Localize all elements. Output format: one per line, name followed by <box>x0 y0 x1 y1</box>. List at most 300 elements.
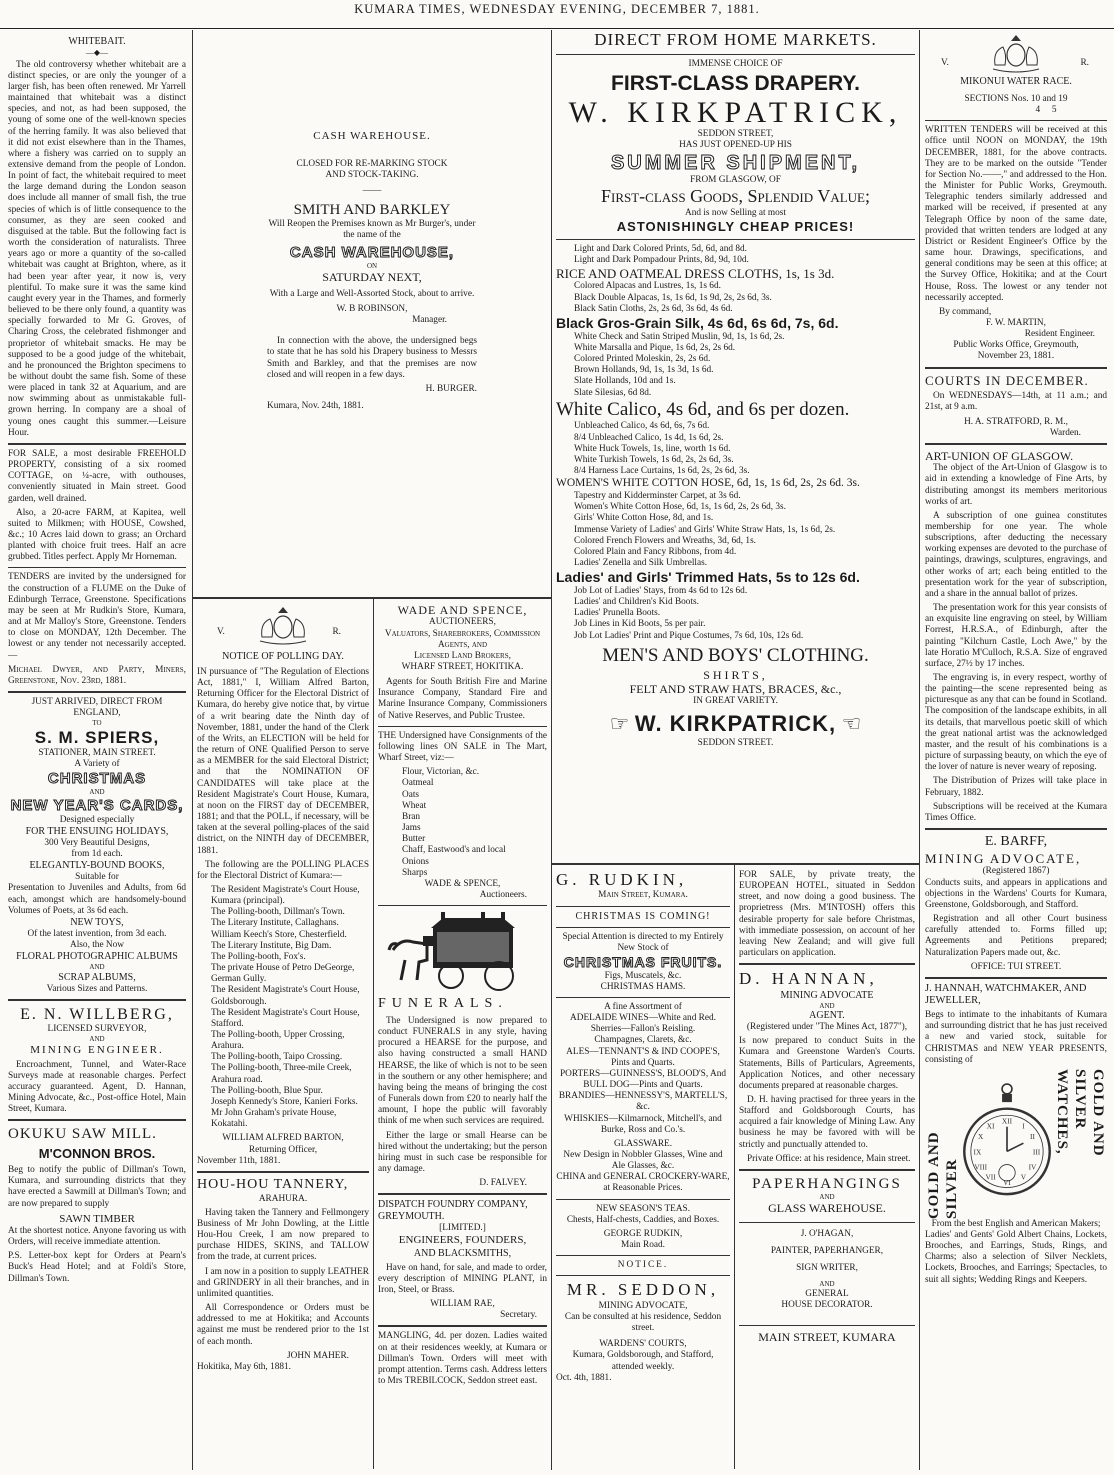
wade-cons: THE Undersigned have Consignments of the following lines ON SALE in The Mart, Wharf Street, viz:— <box>378 730 547 764</box>
consignment-item: Wheat <box>402 800 427 811</box>
polling-place-item: The Resident Magistrate's Court House, Goldsborough. <box>211 985 360 1007</box>
spiers-from1d: from 1d each. <box>71 849 123 860</box>
rudkin-champ: Champagnes, Clarets, &c. <box>594 1035 692 1046</box>
seddon-role: MINING ADVOCATE, <box>598 1300 688 1311</box>
svg-text:IX: IX <box>973 1147 982 1157</box>
ohagan-addr: MAIN STREET, KUMARA <box>758 1329 896 1344</box>
drapery-ad <box>556 30 915 860</box>
seddon-courts: WARDENS' COURTS, <box>599 1339 687 1350</box>
barff-office: OFFICE: TUI STREET. <box>970 961 1062 972</box>
column-rule <box>373 599 374 1469</box>
seddon-name: MR. SEDDON, <box>566 1280 720 1300</box>
spiers-suitable: Suitable for <box>75 872 119 883</box>
courts-role: Warden. <box>1050 427 1081 438</box>
ohagan-and: AND <box>819 1192 835 1201</box>
hannan-office: Private Office: at his residence, Main street. <box>747 1153 911 1164</box>
barff-body: Conducts suits, and appears in applications and objections in the Wardens' Courts for Kumara, Greenstone, Goldsborough, and Stafford. <box>925 877 1107 910</box>
drapery-item: Black Satin Cloths, 2s, 2s 6d, 3s 6d, 4s 6d. <box>574 303 733 314</box>
pointing-hand-icon: ☜ <box>841 711 862 737</box>
seddon-body: Can be consulted at his residence, Seddon street. <box>564 1311 722 1334</box>
funerals-body: The Undersigned is now prepared to conduct FUNERALS in any style, having procured a HEARSE for the purpose, and also having constructed a small HAND HEARSE, the like of which is not to be seen in the southern or any other hemisphere; and having being the means of bringing the cost of Funerals down from £20 to nearly half the amount, I hope the public will favorably think of me when such services are required. <box>378 1015 547 1127</box>
tannery-date: Hokitika, May 6th, 1881. <box>197 1361 291 1372</box>
barff-role: MINING ADVOCATE, <box>925 850 1082 866</box>
rudkin-figs: Figs, Muscatels, &c. <box>604 970 682 981</box>
ornament: —◆— <box>85 48 109 57</box>
mikonui-v: V. <box>941 58 949 68</box>
barff-body2: Registration and all other Court business carefully attended to. Forms filled up; Agreements and Petitions prepared; Naturalization Papers made out, &c. <box>925 914 1107 958</box>
cash-stock: With a Large and Well-Assorted Stock, about to arrive. <box>269 288 475 299</box>
mikonui-frac2: 5 <box>1051 105 1057 116</box>
cash-closed2: AND STOCK-TAKING. <box>325 170 419 181</box>
okuku-firm: M'CONNON BROS. <box>38 1146 156 1162</box>
polling-place-item: The Resident Magistrate's Court House, Kumara (principal). <box>211 884 360 907</box>
watch-name: J. HANNAH, WATCHMAKER, AND JEWELLER, <box>925 982 1087 1007</box>
rudkin-sherries: Sherries—Fallon's Reisling. <box>590 1024 696 1035</box>
drapery-cheap: ASTONISHINGLY CHEAP PRICES! <box>616 218 855 234</box>
polling-ad <box>197 605 369 1167</box>
mikonui-frac1: 4 <box>1035 105 1041 116</box>
tannery-ad <box>197 1177 369 1373</box>
drapery-item: Job Lot Ladies' Print and Pique Costumes, 7s 6d, 10s, 12s 6d. <box>574 630 804 641</box>
cash-name: CASH WAREHOUSE, <box>289 243 455 261</box>
wade-role: AUCTIONEERS, <box>429 617 496 628</box>
consignment-item: Oatmeal <box>402 778 434 789</box>
svg-text:X: X <box>978 1131 984 1141</box>
tannery-title: HOU-HOU TANNERY, <box>197 1176 349 1192</box>
drapery-item: Light and Dark Colored Prints, 5d, 6d, and 8d. <box>574 243 748 254</box>
rudkin-chests: Chests, Half-chests, Caddies, and Boxes. <box>566 1214 720 1225</box>
forsale-hotel-body: FOR SALE, by private treaty, the EUROPEAN HOTEL, situated in Seddon street, and now doing a good business. The proprietress (Mrs. M'INTOSH) offers this desirable property for sale before Christmas, with immediate possession, on account of her leaving New Zealand; and will give full particulars on application. <box>739 870 915 959</box>
drapery-item: Brown Hollands, 9d, 1s, 1s 3d, 1s 6d. <box>574 365 714 376</box>
funerals-sign: D. FALVEY. <box>479 1178 527 1189</box>
cash-firm: SMITH AND BARKLEY <box>293 201 451 218</box>
spiers-hol: FOR THE ENSUING HOLIDAYS, <box>25 825 169 837</box>
drapery-item: Unbleached Calico, 4s 6d, 6s, 7s 6d. <box>574 421 710 432</box>
mikonui-sign: F. W. MARTIN, <box>986 317 1046 328</box>
tannery-body2: I am now in a position to supply LEATHER and GRINDERY in all their branches, and in unlimited quantities. <box>197 1266 369 1299</box>
cash-mgr: Manager. <box>412 315 447 326</box>
ohagan-title: PAPERHANGINGS <box>752 1175 902 1192</box>
wade-role4: Auctioneers. <box>479 889 527 900</box>
polling-place-item: Joseph Kennedy's Store, Kanieri Forks. <box>211 1096 358 1107</box>
wade-title: WADE AND SPENCE, <box>397 603 528 617</box>
funerals-title: FUNERALS. <box>378 996 508 1012</box>
drapery-name: W. KIRKPATRICK, <box>568 95 903 129</box>
rudkin-addr: Main Street, Kumara. <box>598 890 688 901</box>
rudkin-name: G. RUDKIN, <box>556 870 688 889</box>
polling-place-item: The Polling-booth, Blue Spur. <box>211 1085 323 1096</box>
drapery-hats: Ladies' and Girls' Trimmed Hats, 5s to 12s 6d. <box>556 569 860 586</box>
hannan-body2: D. H. having practised for three years in the Stafford and Goldsborough Courts, has acquired a fair knowledge of Mining Law. Any business he may be favored with will be strictly and punctually attended to. <box>739 1094 915 1150</box>
divider <box>192 597 551 599</box>
mikonui-title: MIKONUI WATER RACE. <box>960 76 1072 87</box>
consignment-item: Sharps <box>402 867 428 878</box>
drapery-item: Job Lines in Kid Boots, 5s per pair. <box>574 619 706 630</box>
willberg-role2: MINING ENGINEER. <box>30 1043 164 1056</box>
wade-addr: WHARF STREET, HOKITIKA. <box>401 662 524 673</box>
spiers-ad <box>8 697 186 995</box>
drapery-item: Colored Plain and Fancy Ribbons, from 4d. <box>574 546 737 557</box>
polling-place-item: The Literary Institute, Big Dam. <box>211 940 332 951</box>
drapery-item: White Check and Satin Striped Muslin, 9d, 1s, 1s 6d, 2s. <box>574 331 785 342</box>
cash-sat: SATURDAY NEXT, <box>322 270 422 285</box>
drapery-item: White Huck Towels, 1s, line, worth 1s 6d. <box>574 443 731 454</box>
svg-text:XI: XI <box>986 1121 995 1131</box>
okuku-ad <box>8 1125 186 1284</box>
spiers-to: TO <box>92 719 102 728</box>
rudkin-ales: ALES—TENNANT'S & IND COOPE'S, Pints and Quarts. <box>566 1046 720 1068</box>
drapery-item: Ladies' and Children's Kid Boots. <box>574 597 699 608</box>
spiers-toys: NEW TOYS, <box>70 916 124 928</box>
pocket-watch-icon <box>961 1069 1053 1219</box>
tenders-flume-body: TENDERS are invited by the undersigned for the construction of a FLUME on the Duke of Edinburgh Terrace, Greenstone. Specifications may be seen at Mr Rudkin's Store, Kumara, and at Mr Malloy's Store, Greenstone. Tenders to close on MONDAY, 12th December. The lowest or any tender not necessarily accepted.— <box>8 572 186 661</box>
rudkin-brandies: BRANDIES—HENNESSY'S, MARTELL'S, &c. <box>558 1091 728 1113</box>
ohagan-name: J. O'HAGAN, <box>800 1228 854 1239</box>
drapery-men: MEN'S AND BOYS' CLOTHING. <box>602 644 869 666</box>
seddon-courts2: Kumara, Goldsborough, and Stafford, attended weekly. <box>572 1350 714 1372</box>
cash-date: Kumara, Nov. 24th, 1881. <box>267 401 364 411</box>
pointing-hand-icon: ☞ <box>609 711 630 737</box>
barff-name: E. BARFF, <box>984 834 1048 850</box>
drapery-summer: SUMMER SHIPMENT, <box>610 152 861 175</box>
calico-list <box>556 421 915 477</box>
courts-ad <box>925 373 1107 439</box>
rice-list <box>556 281 915 314</box>
polling-date: November 11th, 1881. <box>197 1155 281 1166</box>
dispatch-eng: ENGINEERS, FOUNDERS, <box>398 1234 527 1247</box>
drapery-opened: HAS JUST OPENED-UP HIS <box>679 139 792 150</box>
courts-title: COURTS IN DECEMBER. <box>925 372 1089 388</box>
polling-place-item: The Polling-booth, Taipo Crossing. <box>211 1052 343 1063</box>
mangling-body: MANGLING, 4d. per dozen. Ladies waited on at their residences weekly, at Kumara or Dillman's Town. Orders will meet with prompt attention. Terms cash. Address letters to Mrs TREBILCOCK, Seddon street east. <box>378 1331 547 1387</box>
rudkin-porters: PORTERS—GUINNESS'S, BLOOD'S, And BULL DOG—Pints and Quarts. <box>559 1068 727 1091</box>
mikonui-office: Public Works Office, Greymouth, <box>953 340 1079 351</box>
mikonui-body: WRITTEN TENDERS will be received at this office until NOON on MONDAY, the 19th DECEMBER, 1881, for the above contracts. They are to be marked on the outside "Tender for Section No.——," and addressed to the Hon. the Minister for Public Works, Greymouth. Telegraphic tenders similarly addressed and marked will be received, if presented at any Telegraph Office by noon of the same date, provided that written tenders are lodged at any District or Resident Engineer's Office by the same hour. Drawings, specifications, and general conditions may be seen at this office; at the Survey Office, Hokitika; and at the Court House, Ross. The lowest or any tender not necessarily accepted. <box>925 125 1107 303</box>
whitebait-title: WHITEBAIT. <box>68 36 126 47</box>
drapery-felt: FELT AND STRAW HATS, BRACES, &c., <box>629 681 842 696</box>
willberg-role: LICENSED SURVEYOR, <box>47 1023 147 1034</box>
cash-sign: W. B ROBINSON, <box>336 303 408 314</box>
artunion-p1: The object of the Art-Union of Glasgow is to aid in extending a knowledge of Fine Arts, by distributing amongst its members meritorious works of art. <box>925 463 1107 507</box>
rudkin-fruits: CHRISTMAS FRUITS. <box>563 953 723 970</box>
svg-text:I: I <box>1022 1121 1025 1131</box>
polling-sign: WILLIAM ALFRED BARTON, <box>222 1133 344 1144</box>
spiers-name: S. M. SPIERS, <box>34 727 160 747</box>
spiers-designed: Designed especially <box>59 814 135 825</box>
column-rule <box>551 30 552 1470</box>
okuku-ps: P.S. Letter-box kept for Orders at Pearn's Buck's Head Hotel; and at Foldi's Store, Dillman's Town. <box>8 1251 186 1284</box>
mikonui-role: Resident Engineer. <box>1024 329 1095 340</box>
polling-place-item: The Resident Magistrate's Court House, Stafford. <box>211 1007 360 1029</box>
svg-text:XII: XII <box>1001 1116 1013 1126</box>
dispatch-and: AND BLACKSMITHS, <box>413 1247 512 1259</box>
rudkin-special: Special Attention is directed to my Entirely New Stock of <box>562 931 724 953</box>
coat-of-arms-icon <box>987 32 1045 74</box>
rudkin-teas: NEW SEASON'S TEAS. <box>595 1203 691 1214</box>
drapery-immense: IMMENSE CHOICE OF <box>688 59 783 70</box>
svg-text:V: V <box>1020 1172 1027 1182</box>
seddon-ad <box>556 1260 730 1384</box>
forsale-cottage-body: FOR SALE, a most desirable FREEHOLD PROPERTY, consisting of a six roomed COTTAGE, on ¼-acre, with outhouses, conveniently situated in Main street. Good garden, well drained. <box>8 448 186 504</box>
spiers-and2: AND <box>89 963 105 972</box>
cash-warehouse-ad: CASH WAREHOUSE. CLOSED FOR RE-MARKING STOCK AND STOCK-TAKING. —— SMITH AND BARKLEY Will Reopen the Premises known as Mr Burger's, under the name of the CASH WAREHOUSE, ON SATURDAY NEXT, With a Large and Well-Assorted Stock, about to arrive. W. B ROBINSON, Manager. In connection with the above, the undersigned begs to state that he has sold his Drapery business to Messrs Smith and Barkley, and that the premises are now closed and will reopen in a few days. H. BURGER. Kumara, Nov. 24th, 1881. <box>267 130 477 411</box>
ohagan-general: GENERAL <box>805 1288 849 1299</box>
spiers-albums: FLORAL PHOTOGRAPHIC ALBUMS <box>16 951 178 963</box>
tannery-body3: All Correspondence or Orders must be addressed to me at Hokitika; and Accounts against me must be rendered prior to the 1st of each month. <box>197 1303 369 1347</box>
forsale-farm-body: Also, a 20-acre FARM, at Kapitea, well suited to Milkmen; with HOUSE, Cowshed, &c.; 10 Acres laid down to grass; an Orchard planted with choice fruit trees. Half an acre grubbed. Titles perfect. Apply Mr Horneman. <box>8 507 186 563</box>
drapery-great: IN GREAT VARIETY. <box>693 696 778 707</box>
rudkin-road: Main Road. <box>621 1240 665 1251</box>
courts-sign: H. A. STRATFORD, R. M., <box>964 416 1068 427</box>
dispatch-ad <box>378 1199 547 1321</box>
funerals-ad <box>378 996 547 1189</box>
spiers-books: ELEGANTLY-BOUND BOOKS, <box>29 860 165 872</box>
tannery-sign: JOHN MAHER. <box>287 1350 349 1361</box>
artunion-p6: Subscriptions will be received at the Kumara Times Office. <box>925 801 1107 823</box>
okuku-body2: At the shortest notice. Anyone favoring us with Orders, will receive immediate attention. <box>8 1225 186 1248</box>
artunion-p3: The presentation work for this year consists of an exquisite line engraving on steel, by William Forrest, H.R.S.A., of Edinburgh, after the painting "Kilchurn Castle, Loch Awe," by the late Horatio M'Culloch, R.S.A. Size of engraved surface, 27½ by 17 inches. <box>925 603 1107 669</box>
spiers-and: AND <box>89 788 105 797</box>
spiers-toys2: Of the latest invention, from 3d each. <box>27 928 167 939</box>
consignment-item: Bran <box>402 811 421 822</box>
watch-from: From the best English and American Makers; <box>931 1218 1101 1229</box>
column-rule <box>192 30 193 1470</box>
mikonui-sections: SECTIONS Nos. 10 and 19 <box>964 94 1068 104</box>
drapery-item: 8/4 Harness Lace Curtains, 1s 6d, 2s, 2s 6d, 3s. <box>574 466 750 477</box>
hose-list <box>556 491 915 569</box>
masthead: KUMARA TIMES, WEDNESDAY EVENING, DECEMBER 7, 1881. <box>0 2 1114 29</box>
okuku-body: Beg to notify the public of Dillman's Town, Kumara, and surrounding districts that they have erected a Sawmill at Dillman's Town; and are now prepared to supply <box>8 1165 186 1209</box>
spiers-pres: Presentation to Juveniles and Adults, from 6d each, amongst which are handsomely-bound Volumes of Poets, at 3s 6d each. <box>8 883 186 916</box>
rudkin-glass2: New Design in Nobbler Glasses, Wine and Ale Glasses, &c. <box>563 1150 723 1172</box>
drapery-item: Slate Hollands, 10d and 1s. <box>574 376 676 387</box>
willberg-and: AND <box>89 1035 105 1044</box>
hannan-ad <box>739 969 915 1165</box>
spiers-variety: A Variety of <box>74 759 120 770</box>
polling-places: The following are the POLLING PLACES for the Electoral District of Kumara:— <box>197 859 369 881</box>
column-2a <box>197 603 369 1469</box>
drapery-item: Job Lot of Ladies' Stays, from 4s 6d to 12s 6d. <box>574 585 748 596</box>
drapery-item: Light and Dark Pompadour Prints, 8d, 9d, 10d. <box>574 254 749 265</box>
polling-title: NOTICE OF POLLING DAY. <box>222 651 344 662</box>
column-rule <box>919 30 920 1470</box>
polling-r: R. <box>332 627 341 637</box>
column-3a <box>556 870 730 1469</box>
hats-list <box>556 586 915 642</box>
polling-list <box>197 885 369 1130</box>
tannery-body: Having taken the Tannery and Fellmongery Business of Mr John Dowling, at the Little Hou-Hou Creek, I am now prepared to purchase HIDES, SKINS, and TALLOW from the trade, at current prices. <box>197 1207 369 1263</box>
rudkin-ad <box>556 870 730 1251</box>
prints-list <box>556 244 915 266</box>
rudkin-whiskies: WHISKIES—Kilmarnock, Mitchell's, and Burke, Ross and Co.'s. <box>564 1113 722 1135</box>
drapery-street2: SEDDON STREET. <box>697 737 774 748</box>
consignment-item: Onions <box>402 856 429 867</box>
okuku-title: OKUKU SAW MILL. <box>8 1126 157 1143</box>
rudkin-coming: CHRISTMAS IS COMING! <box>575 910 711 922</box>
svg-text:VIII: VIII <box>974 1162 988 1172</box>
mikonui-by: By command, <box>939 306 992 317</box>
drapery-street: SEDDON STREET, <box>697 128 774 139</box>
drapery-name2: W. KIRKPATRICK, <box>634 711 837 737</box>
wade-list <box>378 767 547 879</box>
watch-body2: Ladies' and Gents' Gold Albert Chains, Lockets, Brooches, and Earrings, Studs, Rings, and Charms; also a selection of Silver Necklets, Lockets, Brooches, and Earrings; Spectacles, to suit all sights; Wedding Rings and Keepers. <box>925 1229 1107 1285</box>
ohagan-sign: SIGN WRITER, <box>796 1263 858 1273</box>
polling-role: Returning Officer, <box>248 1144 318 1155</box>
rudkin-wines: ADELAIDE WINES—White and Red. <box>570 1013 716 1024</box>
svg-text:IV: IV <box>1028 1162 1037 1172</box>
courts-body: On WEDNESDAYS—14th, at 11 a.m.; and 21st, at 9 a.m. <box>925 391 1107 413</box>
rudkin-glass: GLASSWARE. <box>613 1138 673 1149</box>
ohagan-glass: GLASS WAREHOUSE. <box>768 1201 886 1216</box>
drapery-calico: White Calico, 4s 6d, and 6s per dozen. <box>556 398 850 420</box>
spiers-also: Also, the Now <box>70 940 124 951</box>
drapery-from: FROM GLASGOW, OF <box>690 175 781 186</box>
tannery-loc: ARAHURA. <box>258 1193 308 1204</box>
svg-text:III: III <box>1032 1147 1041 1157</box>
cash-closed: CLOSED FOR RE-MARKING STOCK <box>296 159 448 170</box>
forsale-cottage <box>8 449 186 564</box>
watch-left: GOLD AND SILVER <box>926 1131 960 1219</box>
dispatch-role: Secretary. <box>500 1310 537 1321</box>
artunion-p2: A subscription of one guinea constitutes membership for one year. The whole subscriptions, after deducting the necessary working expenses are devoted to the purchase of paintings, drawings, sculptures, engravings, and other works of art; each being entitled to the presentation work for the year of subscription, and a share in the annual ballot of prizes. <box>925 510 1107 599</box>
rudkin-china: CHINA and GENERAL CROCKERY-WARE, at Reasonable Prices. <box>556 1172 730 1194</box>
svg-text:VI: VI <box>1003 1177 1011 1187</box>
artunion-title: ART-UNION OF GLASGOW. <box>925 448 1074 463</box>
ohagan-and2: AND <box>819 1280 835 1289</box>
barff-reg: (Registered 1867) <box>982 866 1050 877</box>
drapery-item: Ladies' Zenella and Silk Umbrellas. <box>574 557 708 568</box>
wade-role3: Licensed Land Brokers, <box>414 650 511 661</box>
silk-list <box>556 332 915 399</box>
svg-text:VII: VII <box>985 1172 996 1182</box>
column-4 <box>925 30 1107 1470</box>
consignment-item: Oats <box>402 789 420 800</box>
seddon-notice: NOTICE. <box>617 1260 669 1271</box>
cash-conn: In connection with the above, the undersigned begs to state that he has sold his Drapery business to Messrs Smith and Barkley, and that the premises are now closed and will reopen in a few days. <box>267 336 477 380</box>
hannan-name: D. HANNAN, <box>739 969 878 989</box>
drapery-item: Women's White Cotton Hose, 6d, 1s, 1s 6d, 2s, 2s 6d, 3s. <box>574 502 787 513</box>
willberg-ad <box>8 1005 186 1116</box>
funerals-body2: Either the large or small Hearse can be hired without the undertaking; but the person hiring must in such case be responsible for any damage. <box>378 1130 547 1174</box>
polling-v: V. <box>217 627 225 637</box>
rudkin-hams: CHRISTMAS HAMS. <box>600 981 686 992</box>
drapery-item: Colored Alpacas and Lustres, 1s, 1s 6d. <box>574 281 721 292</box>
drapery-item: Tapestry and Kidderminster Carpet, at 3s 6d. <box>574 491 741 502</box>
cash-reopen: Will Reopen the Premises known as Mr Burger's, under the name of the <box>268 218 476 240</box>
drapery-selling: And is now Selling at most <box>685 207 786 218</box>
drapery-item: White Turkish Towels, 1s 6d, 2s, 2s 6d, 3s. <box>574 454 734 465</box>
hannan-agent: AGENT. <box>809 1010 845 1022</box>
tenders-flume-sign: Michael Dwyer, and Party, Miners, Greenstone, Nov. 23rd, 1881. <box>8 664 186 686</box>
spiers-designs: 300 Very Beautiful Designs, <box>44 837 150 848</box>
drapery-goods: First-class Goods, Splendid Value; <box>601 186 870 207</box>
ohagan-ad <box>739 1175 915 1344</box>
willberg-name: E. N. WILLBERG, <box>20 1005 174 1023</box>
watch-right: GOLD AND SILVER WATCHES, <box>1054 1068 1106 1157</box>
drapery-item: Slate Silesias, 6d 8d. <box>574 387 652 398</box>
coat-of-arms-icon <box>254 605 312 645</box>
dispatch-sign: WILLIAM RAE, <box>430 1299 495 1310</box>
svg-text:II: II <box>1030 1131 1035 1141</box>
drapery-item: Black Double Alpacas, 1s, 1s 6d, 1s 9d, 2s, 2s 6d, 3s. <box>574 292 772 303</box>
drapery-item: Ladies' Prunella Boots. <box>574 608 661 619</box>
spiers-addr: STATIONER, MAIN STREET. <box>38 748 156 759</box>
polling-place-item: The Polling-booth, Fox's. <box>211 951 306 962</box>
wade-sign: WADE & SPENCE, <box>424 878 501 889</box>
wade-role2: Valuators, Sharebrokers, Commission Agents, and <box>384 628 541 650</box>
artunion-p5: The Distribution of Prizes will take place in February, 1882. <box>925 776 1107 798</box>
mikonui-r: R. <box>1080 58 1089 68</box>
drapery-shirts: SHIRTS, <box>703 667 768 682</box>
polling-place-item: The Polling-booth, Three-mile Creek, Arahura road. <box>211 1063 352 1085</box>
ohagan-house: HOUSE DECORATOR. <box>781 1299 873 1310</box>
artunion-ad <box>925 449 1107 824</box>
drapery-item: Girls' White Cotton Hose, 8d, and 1s. <box>574 513 714 524</box>
polling-place-item: The Polling-booth, Upper Crossing, Arahura. <box>211 1030 345 1052</box>
consignment-item: Flour, Victorian, &c. <box>402 767 480 778</box>
drapery-first: FIRST-CLASS DRAPERY. <box>611 71 860 95</box>
hearse-icon <box>383 910 543 992</box>
polling-body: IN pursuance of "The Regulation of Elections Act, 1881," I, William Alfred Barton, Returning Officer for the Electoral District of Kumara, do hereby give notice that, by virtue of a writ bearing date the Ninth day of November, 1881, under the hand of the Clerk of the Writs, an ELECTION will be held for the return of ONE Qualified Person to serve as a MEMBER for the said Electoral District; and that the NOMINATION OF CANDIDATES will take place at the Resident Magistrate's Court House, Kumara, at noon on the FIRST day of DECEMBER, 1881; and that the POLL, if necessary, will be taken at the several polling-places of the said district, on the NINTH day of DECEMBER, 1881. <box>197 667 369 856</box>
consignment-item: Jams <box>402 823 421 834</box>
okuku-timber: SAWN TIMBER <box>59 1212 135 1225</box>
spiers-head: JUST ARRIVED, DIRECT FROM ENGLAND, <box>31 697 163 719</box>
dispatch-ltd: [LIMITED.] <box>439 1223 486 1234</box>
barff-ad <box>925 834 1107 973</box>
rudkin-fine: A fine Assortment of <box>604 1001 682 1012</box>
ohagan-role: PAINTER, PAPERHANGER, <box>770 1245 884 1256</box>
wade-ad <box>378 603 547 901</box>
mikonui-ad <box>925 32 1107 363</box>
cash-sign2: H. BURGER. <box>425 383 477 394</box>
hannan-body: Is now prepared to conduct Suits in the Kumara and Greenstone Warden's Courts. Statements, Bills of Particulars, Agreements, Application Notices, and other necessary documents prepared at reasonable charges. <box>739 1036 915 1091</box>
polling-place-item: The Literary Institute, Callaghans. <box>211 918 339 929</box>
drapery-item: Colored French Flowers and Wreaths, 3d, 6d, 1s. <box>574 535 757 546</box>
artunion-p4: The engraving is, in every respect, worthy of the painting—the scene represented being as picturesque as any that can be found in Scotland. The composition of the landscape exhibits, in all its details, that marvellous poetic skill of which the great national artist was the acknowledged master, and the result of his combinations is a picture of surpassing beauty, on which the eye of the lover of nature is never weary of reposing. <box>925 673 1107 773</box>
dispatch-body: Have on hand, for sale, and made to order, every description of MINING PLANT, in Iron, Steel, or Brass. <box>378 1262 547 1295</box>
column-2b <box>378 603 547 1469</box>
polling-place-item: Mr John Graham's private House, Kokatahi. <box>211 1108 337 1130</box>
cash-on: ON <box>366 261 378 270</box>
seddon-date: Oct. 4th, 1881. <box>556 1372 612 1383</box>
spiers-christmas: CHRISTMAS <box>47 770 147 788</box>
consignment-item: Butter <box>402 834 426 845</box>
polling-place-item: The Polling-booth, Dillman's Town. <box>211 907 345 918</box>
watch-body: Begs to intimate to the inhabitants of Kumara and surrounding district that he has just received a new and varied stock, suitable for CHRISTMAS and NEW YEAR PRESENTS, consisting of <box>925 1010 1107 1065</box>
spiers-scrap: SCRAP ALBUMS, <box>58 971 136 983</box>
drapery-item: White Marsalla and Pique, 1s 6d, 2s, 2s 6d. <box>574 342 736 353</box>
polling-place-item: William Keech's Store, Chesterfield. <box>211 929 347 940</box>
drapery-item: 8/4 Unbleached Calico, 1s 4d, 1s 6d, 2s. <box>574 432 724 443</box>
willberg-body: Encroachment, Tunnel, and Water-Race Surveys made at reasonable charges. Perfect accuracy guaranteed. Agent, D. Hannan, Mining Advocate, &c., Post-office Hotel, Main Street, Kumara. <box>8 1059 186 1115</box>
dispatch-title: DISPATCH FOUNDRY COMPANY, GREYMOUTH. <box>378 1199 528 1223</box>
spiers-cards: NEW YEAR'S CARDS, <box>10 796 184 814</box>
wade-body: Agents for South British Fire and Marine Insurance Company, Standard Fire and Marine Insurance Company, Commissioners of Native Reserves, and Public Trustee. <box>378 677 547 721</box>
drapery-rice: RICE AND OATMEAL DRESS CLOTHS, 1s, 1s 3d. <box>556 265 835 281</box>
drapery-head: DIRECT FROM HOME MARKETS. <box>594 30 877 49</box>
consignment-item: Chaff, Eastwood's and local <box>402 845 506 856</box>
drapery-item: Immense Variety of Ladies' and Girls' White Straw Hats, 1s, 1s 6d, 2s. <box>574 524 836 535</box>
column-1 <box>8 30 186 1470</box>
tenders-flume <box>8 572 186 687</box>
hannan-role: MINING ADVOCATE <box>780 989 874 1001</box>
column-3b <box>739 870 915 1469</box>
hannan-and: AND <box>819 1001 835 1010</box>
drapery-item: Colored Printed Moleskin, 2s, 2s 6d. <box>574 354 711 365</box>
drapery-silk: Black Gros-Grain Silk, 4s 6d, 6s 6d, 7s, 6d. <box>556 314 839 331</box>
drapery-hose: WOMEN'S WHITE COTTON HOSE, 6d, 1s, 1s 6d, 2s, 2s 6d. 3s. <box>556 477 860 490</box>
cash-title: CASH WAREHOUSE. <box>313 130 431 142</box>
